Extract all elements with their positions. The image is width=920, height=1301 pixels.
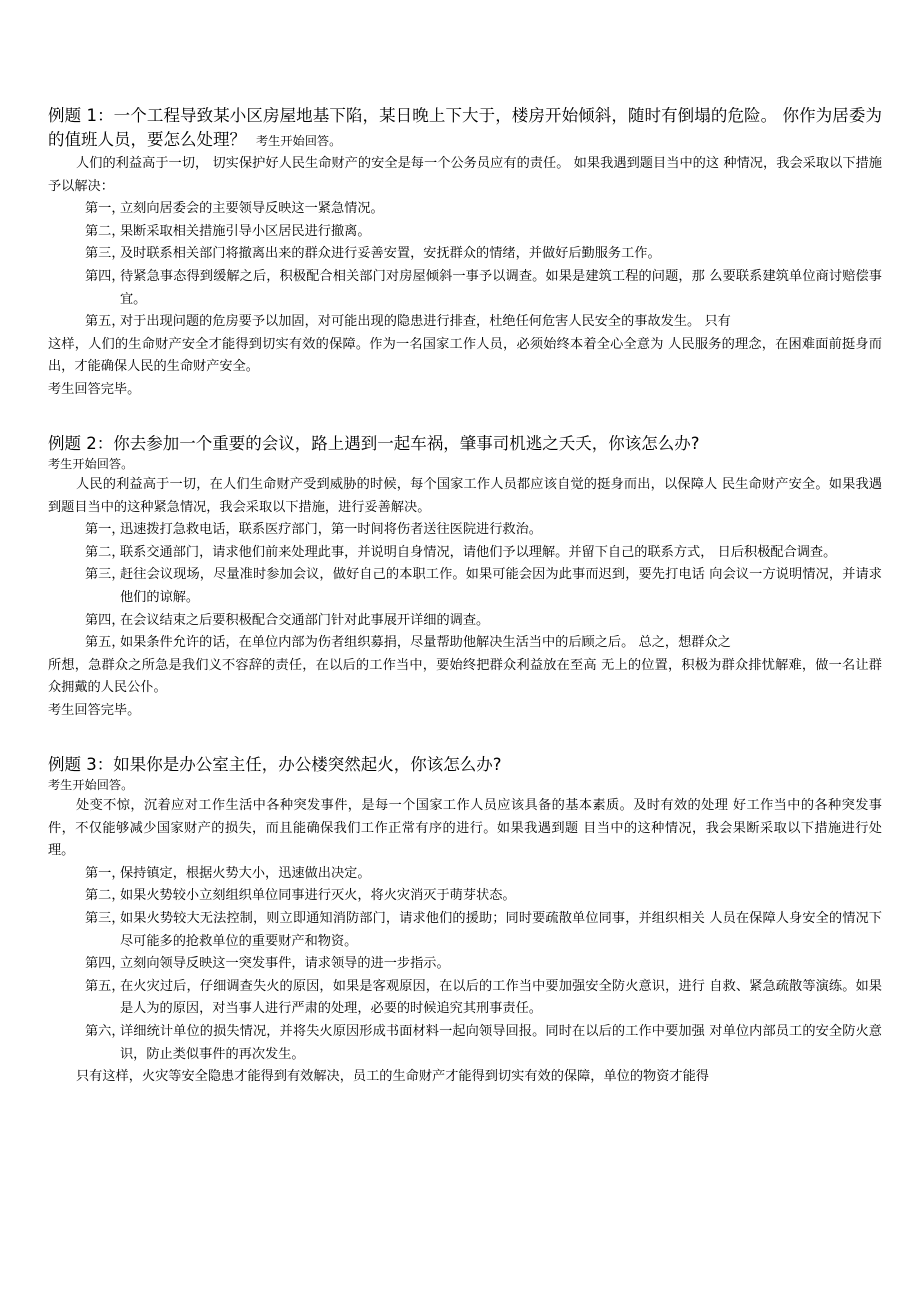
measure-label: 第五，	[85, 978, 125, 994]
end-answer-note-1: 考生回答完毕。	[48, 381, 141, 397]
measure-label: 第一，	[85, 865, 125, 881]
question-heading-3: 例题 3：如果你是办公室主任，办公楼突然起火，你该怎么办?	[48, 754, 502, 774]
intro-paragraph-1: 人们的利益高于一切， 切实保护好人民生命财产的安全是每一个公务员应有的责任。 如果我遇到题目当中的这 种情况，我会采取以下措施予以解决：	[48, 156, 882, 194]
closing-paragraph-3: 只有这样，火灾等安全隐患才能得到有效解决，员工的生命财产才能得到切实有效的保障，单位的物资才能得	[76, 1069, 709, 1085]
question-heading-2: 例题 2：你去参加一个重要的会议，路上遇到一起车祸，肇事司机逃之夭夭，你该怎么办?	[48, 433, 700, 453]
measure-text: 及时联系相关部门将撤离出来的群众进行妥善安置，安抚群众的情绪，并做好后勤服务工作。	[120, 246, 661, 262]
document-body	[48, 104, 882, 1089]
measure-text: 对于出现问题的危房要予以加固，对可能出现的隐患进行排查，杜绝任何危害人民安全的事故发生。 只有	[120, 314, 731, 330]
measure-item	[48, 908, 882, 953]
measure-text: 保持镇定，根据火势大小，迅速做出决定。	[120, 865, 371, 881]
measure-text: 待紧急事态得到缓解之后，积极配合相关部门对房屋倾斜一事予以调查。如果是建筑工程的问题，那 么要联系建筑单位商讨赔偿事宜。	[120, 268, 882, 307]
measure-item	[48, 863, 882, 886]
question-heading-1	[48, 104, 882, 153]
measure-item	[48, 610, 882, 633]
start-answer-note-1: 考生开始回答。	[256, 133, 342, 148]
measure-text: 如果条件允许的话，在单位内部为伤者组织募捐，尽量帮助他解决生活当中的后顾之后。 总之，想群众之	[120, 635, 731, 651]
measure-item	[48, 311, 882, 334]
measure-label: 第三，	[85, 246, 125, 262]
measure-item	[48, 953, 882, 976]
measure-item	[48, 632, 882, 655]
measure-label: 第一，	[85, 201, 125, 217]
measure-item	[48, 1021, 882, 1066]
start-answer-note-2: 考生开始回答。	[48, 457, 134, 472]
measure-text: 如果火势较小立刻组织单位同事进行灭火，将火灾消灭于萌芽状态。	[120, 888, 516, 904]
measure-label: 第二，	[85, 223, 125, 239]
question-heading-text-1: 例题 1：一个工程导致某小区房屋地基下陷，某日晚上下大于，楼房开始倾斜，随时有倒塌的危险。 你作为居委为的值班人员，要怎么处理？	[48, 106, 882, 149]
question-section-3	[48, 753, 882, 1089]
measure-label: 第三，	[85, 911, 125, 927]
start-answer-note-3: 考生开始回答。	[48, 778, 134, 793]
measure-text: 在会议结束之后要积极配合交通部门针对此事展开详细的调查。	[120, 612, 490, 628]
measure-text: 立刻向领导反映这一突发事件，请求领导的进一步指示。	[120, 956, 450, 972]
measure-item	[48, 243, 882, 266]
closing-paragraph-2: 所想，急群众之所急是我们义不容辞的责任，在以后的工作当中，要始终把群众利益放在至高 无上的位置，积极为群众排忧解难，做一名让群众拥戴的人民公仆。	[48, 657, 882, 696]
measure-text: 在火灾过后，仔细调查失火的原因，如果是客观原因，在以后的工作当中要加强安全防火意识，进行 自救、紧急疏散等演练。如果是人为的原因，对当事人进行严肃的处理，必要的时候追究其刑事责任。	[120, 978, 882, 1017]
measure-label: 第五，	[85, 635, 125, 651]
measure-item	[48, 221, 882, 244]
measure-label: 第四，	[85, 612, 125, 628]
measure-label: 第四，	[85, 268, 125, 284]
measure-item	[48, 542, 882, 565]
measure-item	[48, 976, 882, 1021]
measure-item	[48, 266, 882, 311]
measure-item	[48, 519, 882, 542]
measure-label: 第二，	[85, 544, 125, 560]
measure-text: 迅速拨打急救电话，联系医疗部门，第一时间将伤者送往医院进行救治。	[120, 522, 542, 538]
intro-paragraph-3: 处变不惊，沉着应对工作生活中各种突发事件，是每一个国家工作人员应该具备的基本素质。及时有效的处理 好工作当中的各种突发事件，不仅能够减少国家财产的损失，而且能确保我们工作正常有序的进行。如果我遇到题 目当中的这种情况，我会果断采取以下措施进行处理。	[48, 798, 882, 859]
measure-list-1	[48, 198, 882, 334]
measure-label: 第二，	[85, 888, 125, 904]
measure-list-2	[48, 519, 882, 655]
measure-text: 果断采取相关措施引导小区居民进行撤离。	[120, 223, 371, 239]
measure-item	[48, 885, 882, 908]
measure-item	[48, 564, 882, 609]
measure-label: 第三，	[85, 567, 125, 583]
end-answer-note-2: 考生回答完毕。	[48, 702, 141, 718]
intro-paragraph-2: 人民的利益高于一切，在人们生命财产受到威胁的时候，每个国家工作人员都应该自觉的挺身而出，以保障人 民生命财产安全。如果我遇到题目当中的这种紧急情况，我会采取以下措施，进行妥善解决。	[48, 477, 882, 515]
closing-paragraph-1: 这样，人们的生命财产安全才能得到切实有效的保障。作为一名国家工作人员，必须始终本着全心全意为 人民服务的理念，在困难面前挺身而出，才能确保人民的生命财产安全。	[48, 336, 882, 375]
measure-text: 如果火势较大无法控制，则立即通知消防部门，请求他们的援助；同时要疏散单位同事，并组织相关 人员在保障人身安全的情况下尽可能多的抢救单位的重要财产和物资。	[120, 911, 882, 949]
measure-label: 第一，	[85, 522, 125, 538]
measure-text: 联系交通部门，请求他们前来处理此事，并说明自身情况，请他们予以理解。并留下自己的联系方式， 日后积极配合调查。	[120, 544, 837, 560]
measure-label: 第四，	[85, 956, 125, 972]
measure-text: 详细统计单位的损失情况，并将失火原因形成书面材料一起向领导回报。同时在以后的工作中要加强 对单位内部员工的安全防火意识，防止类似事件的再次发生。	[120, 1024, 882, 1062]
measure-label: 第五，	[85, 314, 125, 330]
measure-list-3	[48, 863, 882, 1066]
question-section-1	[48, 104, 882, 402]
measure-text: 赶往会议现场，尽量准时参加会议，做好自己的本职工作。如果可能会因为此事而迟到，要先打电话 向会议一方说明情况，并请求他们的谅解。	[120, 567, 882, 605]
measure-item	[48, 198, 882, 221]
measure-label: 第六，	[85, 1024, 125, 1039]
measure-text: 立刻向居委会的主要领导反映这一紧急情况。	[120, 201, 384, 217]
question-section-2	[48, 432, 882, 723]
